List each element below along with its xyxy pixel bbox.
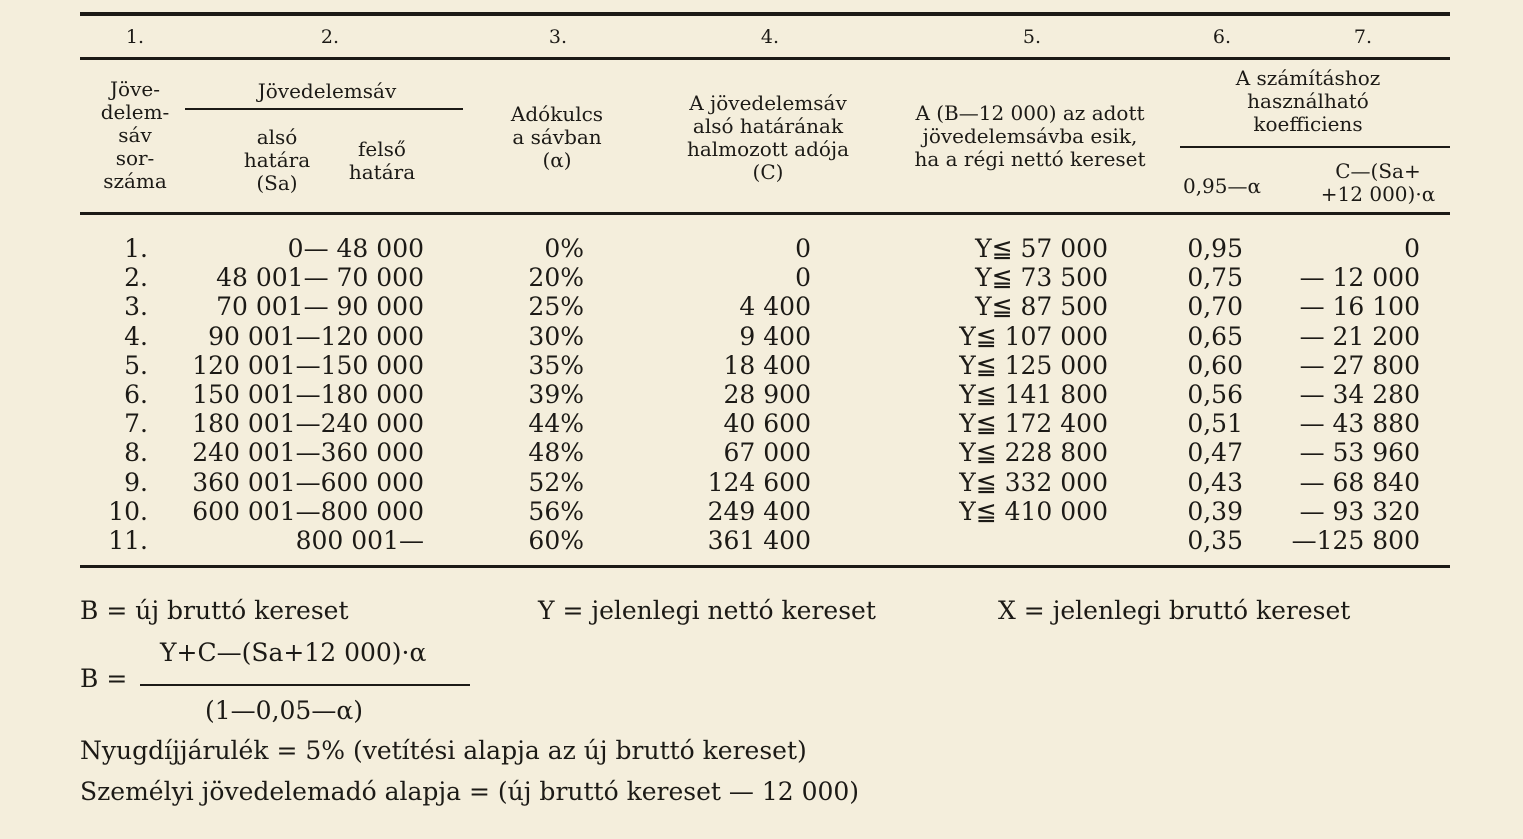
table-cell-k2: — 68 840 — [1299, 467, 1420, 497]
formula-denominator: (1—0,05—α) — [205, 696, 363, 725]
note-tax-base: Személyi jövedelemadó alapja = (új bruttó kereset — 12 000) — [80, 777, 860, 806]
table-cell-k1: 0,43 — [1187, 467, 1243, 497]
table-cell-no: 5. — [124, 350, 148, 380]
table-cell-band: 90 001—120 000 — [208, 321, 424, 351]
table-cell-k2: — 12 000 — [1299, 263, 1420, 293]
formula-lhs: B = — [80, 664, 128, 693]
table-cell-no: 1. — [124, 234, 148, 263]
table-cell-no: 6. — [124, 380, 148, 409]
table-cell-rate: 52% — [528, 467, 584, 497]
column-number: 1. — [125, 26, 145, 48]
table-cell-k1: 0,39 — [1187, 496, 1243, 526]
table-cell-k2: — 16 100 — [1299, 292, 1420, 322]
table-cell-k2: —125 800 — [1291, 526, 1420, 555]
table-cell-k2: — 53 960 — [1299, 438, 1420, 468]
table-cell-k1: 0,60 — [1187, 350, 1243, 380]
table-cell-k2: — 34 280 — [1299, 380, 1420, 409]
table-cell-rate: 20% — [528, 263, 584, 293]
table-cell-band: 48 001— 70 000 — [216, 263, 424, 293]
column-number: 6. — [1212, 26, 1232, 48]
header-tax-rate: Adókulcs a sávban (α) — [510, 102, 604, 172]
table-cell-band: 180 001—240 000 — [192, 409, 424, 439]
table-cell-c: 4 400 — [739, 292, 811, 322]
header-coefficient-rule — [1180, 146, 1450, 148]
formula-fraction-bar — [140, 684, 470, 686]
table-cell-c: 124 600 — [707, 467, 811, 497]
table-cell-k2: — 43 880 — [1299, 409, 1420, 439]
table-cell-no: 2. — [124, 263, 148, 293]
column-number: 5. — [1022, 26, 1042, 48]
header-upper-bound: felső határa — [348, 137, 416, 184]
table-cell-y: Y≦ 332 000 — [959, 467, 1108, 497]
column-number: 2. — [320, 26, 340, 48]
table-top-rule — [80, 12, 1450, 16]
legend-y: Y = jelenlegi nettó kereset — [538, 596, 876, 625]
table-cell-y: Y≦ 107 000 — [959, 321, 1108, 351]
table-cell-k2: 0 — [1404, 234, 1420, 263]
table-cell-no: 11. — [108, 526, 148, 555]
table-cell-y: Y≦ 73 500 — [975, 263, 1108, 293]
table-cell-y: Y≦ 410 000 — [959, 496, 1108, 526]
table-cell-rate: 56% — [528, 496, 584, 526]
table-cell-c: 18 400 — [723, 350, 811, 380]
table-cell-c: 0 — [795, 263, 811, 293]
table-cell-c: 9 400 — [739, 321, 811, 351]
table-bottom-rule — [80, 565, 1450, 568]
table-cell-k1: 0,65 — [1187, 321, 1243, 351]
table-cell-c: 0 — [795, 234, 811, 263]
table-cell-c: 28 900 — [723, 380, 811, 409]
table-cell-c: 67 000 — [723, 438, 811, 468]
table-cell-k1: 0,75 — [1187, 263, 1243, 293]
header-coefficient-b: C—(Sa+ +12 000)·α — [1320, 159, 1436, 206]
table-cell-c: 249 400 — [707, 496, 811, 526]
table-cell-k1: 0,70 — [1187, 292, 1243, 322]
table-cell-band: 150 001—180 000 — [192, 380, 424, 409]
table-cell-band: 0— 48 000 — [287, 234, 424, 263]
table-cell-band: 240 001—360 000 — [192, 438, 424, 468]
table-cell-y: Y≦ 172 400 — [959, 409, 1108, 439]
table-cell-rate: 48% — [528, 438, 584, 468]
table-cell-band: 600 001—800 000 — [192, 496, 424, 526]
table-cell-c: 361 400 — [707, 526, 811, 555]
header-cumulative-tax: A jövedelemsáv alsó határának halmozott adója (C) — [686, 91, 850, 184]
table-cell-rate: 35% — [528, 350, 584, 380]
table-cell-no: 7. — [124, 409, 148, 439]
column-number: 4. — [760, 26, 780, 48]
header-coefficient-a: 0,95—α — [1182, 174, 1262, 198]
table-cell-k1: 0,35 — [1187, 526, 1243, 555]
table-cell-k1: 0,47 — [1187, 438, 1243, 468]
table-cell-rate: 44% — [528, 409, 584, 439]
table-cell-k2: — 93 320 — [1299, 496, 1420, 526]
note-pension: Nyugdíjjárulék = 5% (vetítési alapja az új bruttó kereset) — [80, 736, 807, 765]
table-cell-k2: — 21 200 — [1299, 321, 1420, 351]
table-cell-y: Y≦ 87 500 — [975, 292, 1108, 322]
table-cell-y: Y≦ 141 800 — [959, 380, 1108, 409]
table-cell-y: Y≦ 57 000 — [975, 234, 1108, 263]
header-bottom-rule — [80, 212, 1450, 215]
table-cell-band: 120 001—150 000 — [192, 350, 424, 380]
table-cell-no: 3. — [124, 292, 148, 322]
header-condition: A (B—12 000) az adott jövedelemsávba esik, ha a régi nettó kereset — [914, 101, 1146, 171]
table-cell-no: 8. — [124, 438, 148, 468]
header-band: Jövedelemsáv — [257, 79, 397, 103]
table-cell-rate: 30% — [528, 321, 584, 351]
legend-b: B = új bruttó kereset — [80, 596, 349, 625]
table-cell-rate: 39% — [528, 380, 584, 409]
table-cell-band: 360 001—600 000 — [192, 467, 424, 497]
header-lower-bound: alsó határa (Sa) — [243, 125, 311, 195]
table-cell-k1: 0,51 — [1187, 409, 1243, 439]
table-cell-band: 70 001— 90 000 — [216, 292, 424, 322]
column-number: 7. — [1353, 26, 1373, 48]
table-cell-rate: 0% — [544, 234, 584, 263]
table-cell-k2: — 27 800 — [1299, 350, 1420, 380]
table-cell-rate: 25% — [528, 292, 584, 322]
table-cell-y: Y≦ 125 000 — [959, 350, 1108, 380]
table-cell-rate: 60% — [528, 526, 584, 555]
table-cell-y: Y≦ 228 800 — [959, 438, 1108, 468]
header-band-rule — [185, 108, 463, 110]
table-cell-c: 40 600 — [723, 409, 811, 439]
table-cell-k1: 0,95 — [1187, 234, 1243, 263]
table-cell-band: 800 001— — [295, 526, 424, 555]
table-cell-no: 10. — [108, 496, 148, 526]
table-cell-k1: 0,56 — [1187, 380, 1243, 409]
formula-numerator: Y+C—(Sa+12 000)·α — [160, 638, 427, 667]
column-number-rule — [80, 57, 1450, 60]
table-cell-no: 9. — [124, 467, 148, 497]
header-coefficient: A számításhoz használható koefficiens — [1235, 66, 1381, 136]
column-number: 3. — [548, 26, 568, 48]
table-cell-no: 4. — [124, 321, 148, 351]
header-row-number: Jöve- delem- sáv sor- száma — [100, 77, 170, 193]
legend-x: X = jelenlegi bruttó kereset — [998, 596, 1351, 625]
